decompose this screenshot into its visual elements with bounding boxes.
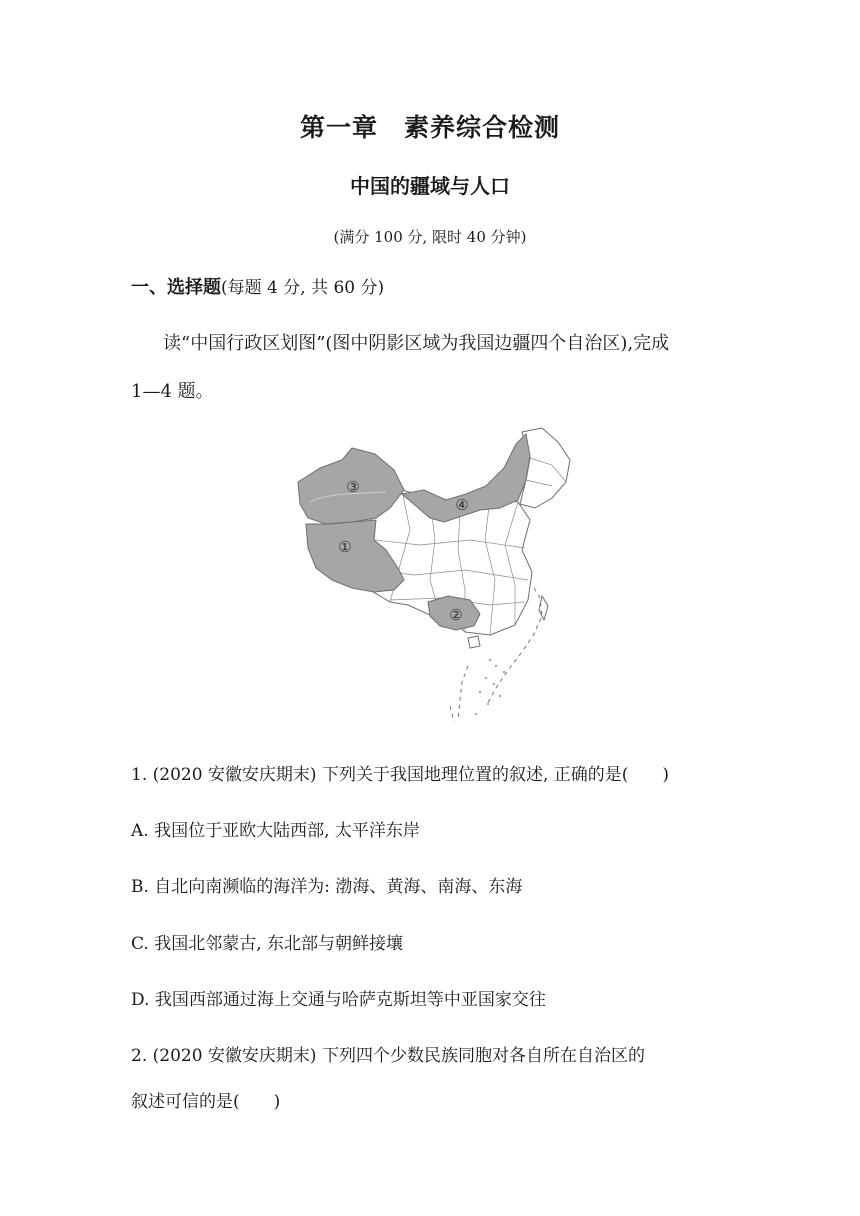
question-1-option-a: A. 我国位于亚欧大陆西部, 太平洋东岸 bbox=[131, 821, 420, 841]
question-2-stem-line-1: 2. (2020 安徽安庆期末) 下列四个少数民族同胞对各自所在自治区的 bbox=[131, 1046, 645, 1066]
intro-line-2: 1—4 题。 bbox=[131, 381, 214, 402]
taiwan-island bbox=[539, 596, 548, 620]
page-subtitle: 中国的疆域与人口 bbox=[350, 174, 510, 198]
south-sea-islands bbox=[475, 659, 505, 715]
page-title bbox=[0, 108, 860, 144]
intro-line-1: 读“中国行政区划图”(图中阴影区域为我国边疆四个自治区),完成 bbox=[163, 333, 670, 354]
question-1-option-c: C. 我国北邻蒙古, 东北部与朝鲜接壤 bbox=[131, 934, 404, 954]
question-1-option-b: B. 自北向南濒临的海洋为: 渤海、黄海、南海、东海 bbox=[131, 877, 523, 897]
map-label-3: ③ bbox=[346, 478, 360, 496]
question-1-option-d: D. 我国西部通过海上交通与哈萨克斯坦等中亚国家交往 bbox=[131, 990, 546, 1010]
question-1-stem: 1. (2020 安徽安庆期末) 下列关于我国地理位置的叙述, 正确的是( ) bbox=[131, 765, 670, 785]
map-label-1: ① bbox=[338, 538, 352, 556]
china-admin-map bbox=[290, 420, 580, 740]
map-label-4: ④ bbox=[455, 496, 469, 514]
section-heading bbox=[131, 273, 384, 299]
section-note: (每题 4 分, 共 60 分) bbox=[221, 278, 385, 298]
chapter-title: 素养综合检测 bbox=[404, 113, 561, 142]
score-note: (满分 100 分, 限时 40 分钟) bbox=[333, 228, 527, 246]
hainan-island bbox=[468, 636, 480, 648]
section-title: 一、选择题 bbox=[131, 277, 221, 298]
map-svg bbox=[290, 420, 580, 740]
map-label-2: ② bbox=[449, 606, 463, 624]
question-2-stem-line-2: 叙述可信的是( ) bbox=[131, 1092, 281, 1112]
chapter-label: 第一章 bbox=[299, 113, 378, 142]
